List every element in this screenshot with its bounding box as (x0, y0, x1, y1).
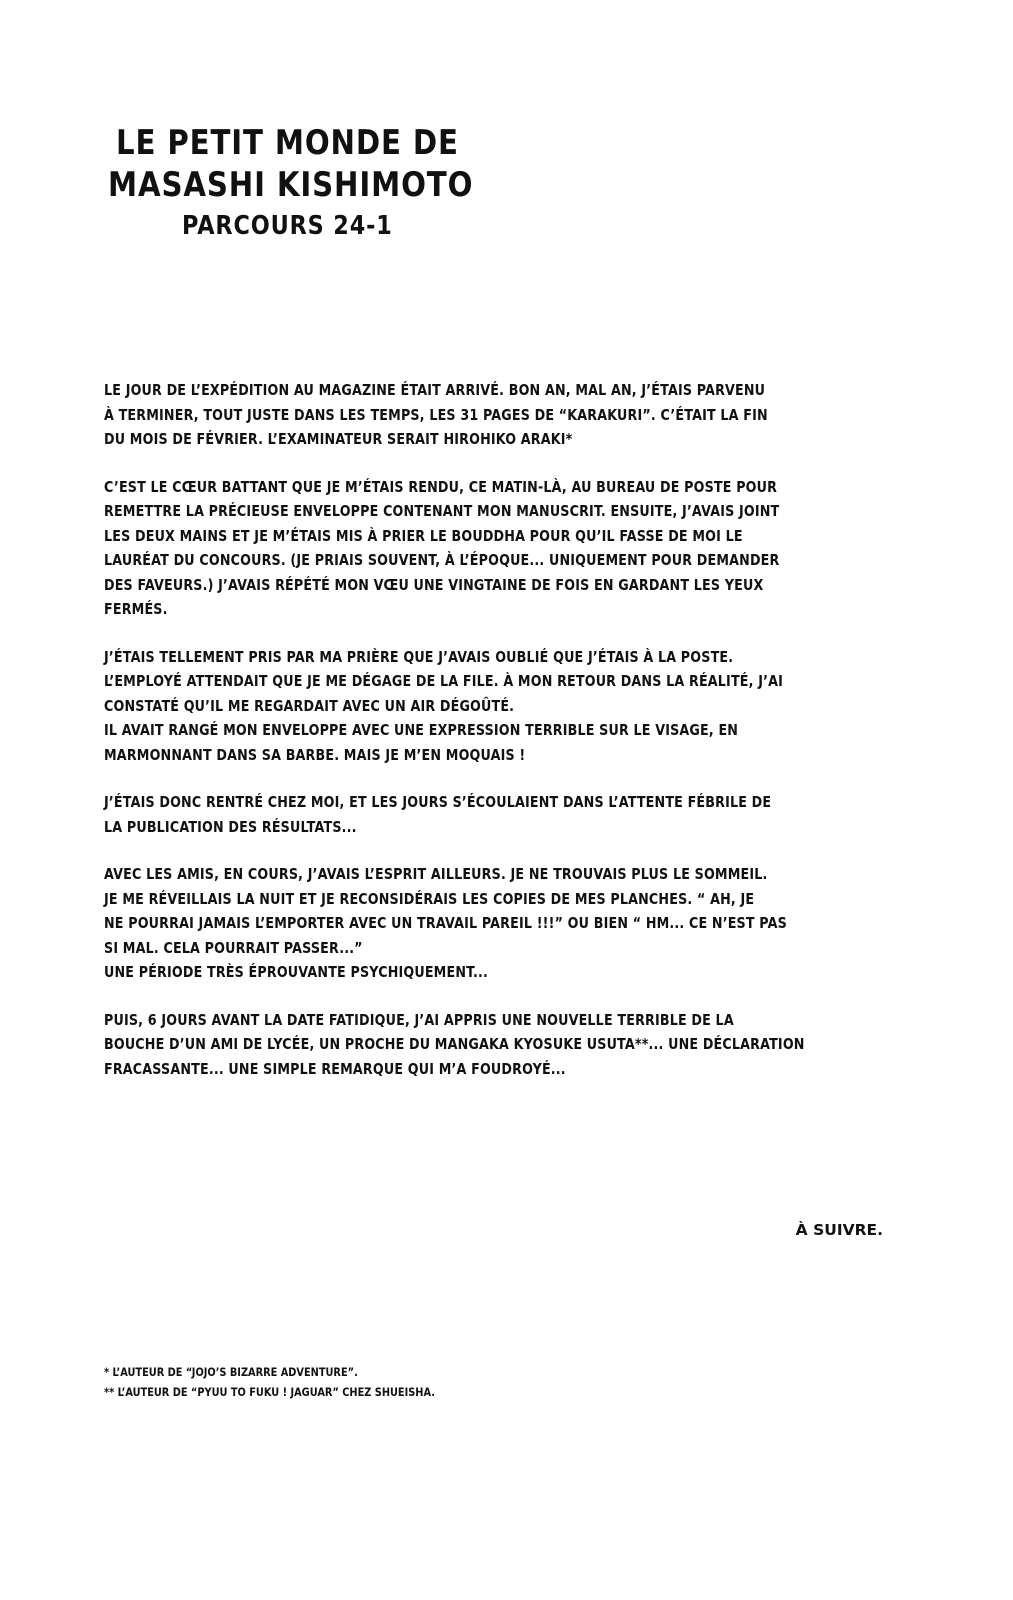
text-line: C’EST LE CŒUR BATTANT QUE JE M’ÉTAIS RENDU, CE MATIN-LÀ, AU BUREAU DE POSTE POUR (104, 477, 778, 496)
text-line: J’ÉTAIS TELLEMENT PRIS PAR MA PRIÈRE QUE J’AVAIS OUBLIÉ QUE J’ÉTAIS À LA POSTE. (104, 647, 734, 666)
text-line: J’ÉTAIS DONC RENTRÉ CHEZ MOI, ET LES JOURS S’ÉCOULAIENT DANS L’ATTENTE FÉBRILE DE (104, 793, 772, 811)
text-line: FERMÉS. (104, 600, 168, 618)
text-line: LAURÉAT DU CONCOURS. (JE PRIAIS SOUVENT, À L’ÉPOQUE... UNIQUEMENT POUR DEMANDER (104, 551, 780, 569)
text-line: DES FAVEURS.) J’AVAIS RÉPÉTÉ MON VŒU UNE VINGTAINE DE FOIS EN GARDANT LES YEUX (104, 575, 764, 594)
paragraph-2 (104, 475, 888, 622)
to-be-continued: À SUIVRE. (795, 1221, 883, 1239)
title-line-2: MASASHI KISHIMOTO (108, 165, 474, 205)
footnote-1: * L’AUTEUR DE “JOJO’S BIZARRE ADVENTURE”. (104, 1365, 358, 1379)
footnotes (104, 1362, 493, 1402)
subtitle: PARCOURS 24-1 (182, 211, 393, 241)
text-line: AVEC LES AMIS, EN COURS, J’AVAIS L’ESPRIT AILLEURS. JE NE TROUVAIS PLUS LE SOMMEIL. (104, 865, 768, 883)
text-line: JE ME RÉVEILLAIS LA NUIT ET JE RECONSIDÉRAIS LES COPIES DE MES PLANCHES. “ AH, JE (104, 889, 755, 908)
text-line: LA PUBLICATION DES RÉSULTATS... (104, 817, 357, 836)
text-line: LES DEUX MAINS ET JE M’ÉTAIS MIS À PRIER LE BOUDDHA POUR QU’IL FASSE DE MOI LE (104, 526, 743, 545)
text-line: FRACASSANTE... UNE SIMPLE REMARQUE QUI M’A FOUDROYÉ... (104, 1059, 566, 1078)
footnote-2: ** L’AUTEUR DE “PYUU TO FUKU ! JAGUAR” CHEZ SHUEISHA. (104, 1385, 435, 1399)
text-line: SI MAL. CELA POURRAIT PASSER...” (104, 938, 363, 957)
text-line: UNE PÉRIODE TRÈS ÉPROUVANTE PSYCHIQUEMENT... (104, 963, 489, 981)
text-line: LE JOUR DE L’EXPÉDITION AU MAGAZINE ÉTAIT ARRIVÉ. BON AN, MAL AN, J’ÉTAIS PARVENU (104, 381, 766, 399)
paragraph-6 (104, 1008, 888, 1082)
text-line: PUIS, 6 JOURS AVANT LA DATE FATIDIQUE, J’AI APPRIS UNE NOUVELLE TERRIBLE DE LA (104, 1010, 734, 1029)
paragraph-3 (104, 645, 888, 768)
body-text (104, 378, 888, 1104)
title-line-1: LE PETIT MONDE DE (116, 123, 459, 163)
text-line: À TERMINER, TOUT JUSTE DANS LES TEMPS, LES 31 PAGES DE “KARAKURI”. C’ÉTAIT LA FIN (104, 405, 768, 424)
text-line: IL AVAIT RANGÉ MON ENVELOPPE AVEC UNE EXPRESSION TERRIBLE SUR LE VISAGE, EN (104, 721, 739, 739)
text-line: DU MOIS DE FÉVRIER. L’EXAMINATEUR SERAIT HIROHIKO ARAKI* (104, 430, 573, 448)
paragraph-4 (104, 790, 888, 839)
title-block (108, 122, 528, 242)
text-line: CONSTATÉ QU’IL ME REGARDAIT AVEC UN AIR DÉGOÛTÉ. (104, 696, 515, 715)
text-line: REMETTRE LA PRÉCIEUSE ENVELOPPE CONTENANT MON MANUSCRIT. ENSUITE, J’AVAIS JOINT (104, 502, 780, 520)
paragraph-5 (104, 862, 888, 985)
text-line: L’EMPLOYÉ ATTENDAIT QUE JE ME DÉGAGE DE LA FILE. À MON RETOUR DANS LA RÉALITÉ, J’AI (104, 672, 783, 690)
text-line: MARMONNANT DANS SA BARBE. MAIS JE M’EN MOQUAIS ! (104, 745, 526, 764)
paragraph-1 (104, 378, 888, 452)
text-line: BOUCHE D’UN AMI DE LYCÉE, UN PROCHE DU MANGAKA KYOSUKE USUTA**... UNE DÉCLARATION (104, 1035, 805, 1053)
text-line: NE POURRAI JAMAIS L’EMPORTER AVEC UN TRAVAIL PAREIL !!!” OU BIEN “ HM... CE N’EST PAS (104, 914, 787, 932)
